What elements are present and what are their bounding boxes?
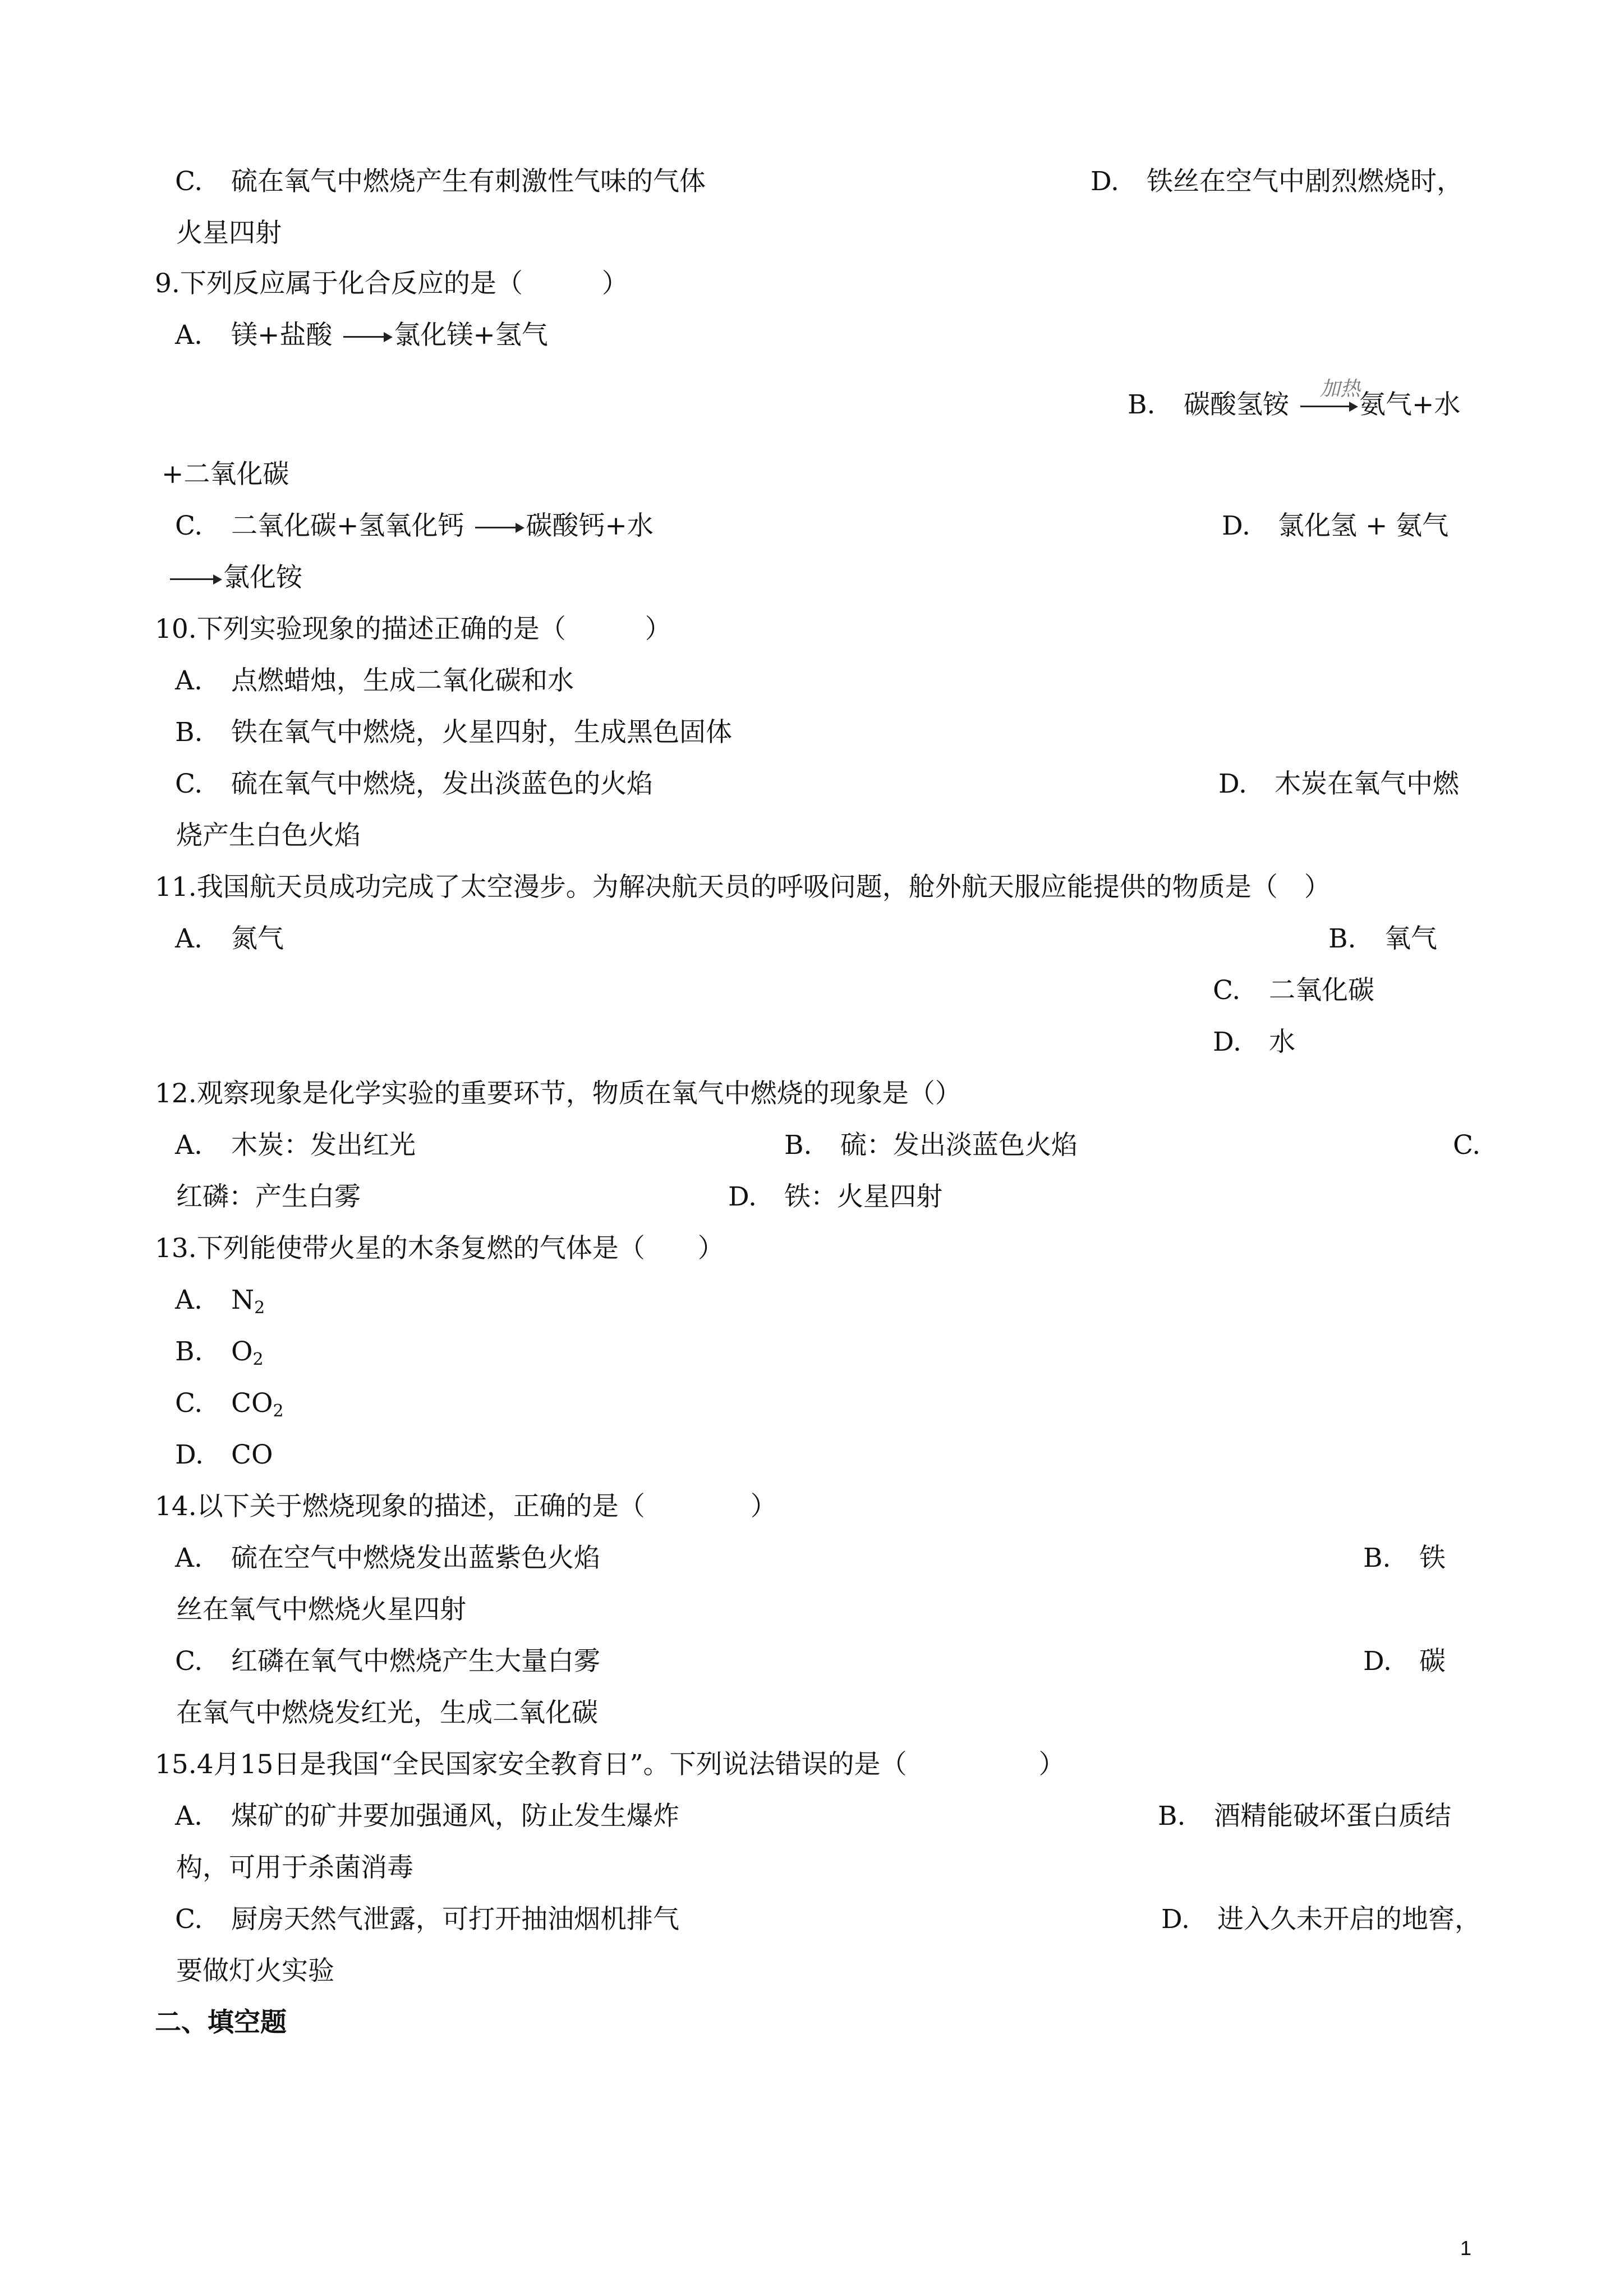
option-label: C.: [175, 510, 203, 541]
reaction-arrow-icon: [472, 518, 526, 535]
option-text: 红磷在氧气中燃烧产生大量白雾: [231, 1646, 600, 1677]
option-label: D.: [728, 1181, 757, 1212]
option-label: B.: [1363, 1543, 1391, 1573]
option-label: D.: [1218, 769, 1247, 799]
option-label: C.: [175, 166, 203, 197]
option-label: B.: [784, 1130, 812, 1161]
q10-stem: 10.下列实验现象的描述正确的是（ ）: [155, 614, 671, 645]
formula: CO: [231, 1388, 273, 1419]
q15-stem: 15.4月15日是我国“全民国家安全教育日”。下列说法错误的是（ ）: [155, 1749, 1065, 1780]
page-number: 1: [1460, 2237, 1472, 2260]
q9-option-b-continuation: +二氧化碳: [162, 459, 289, 490]
subscript: 2: [273, 1401, 284, 1421]
option-text: 厨房天然气泄露，可打开抽油烟机排气: [231, 1904, 679, 1935]
q13-option-b: [175, 1336, 264, 1369]
q10-option-d-continuation: 烧产生白色火焰: [176, 820, 361, 851]
q12-option-b: [784, 1130, 1078, 1161]
option-text: 铁: [1419, 1543, 1446, 1573]
reaction-arrow-icon: [167, 569, 223, 586]
q10-option-b: [175, 719, 732, 746]
option-label: A.: [175, 1543, 203, 1573]
q12-stem: 12.观察现象是化学实验的重要环节，物质在氧气中燃烧的现象是（）: [155, 1078, 961, 1109]
q15-option-c: [175, 1904, 679, 1935]
option-text: 煤矿的矿井要加强通风，防止发生爆炸: [231, 1801, 679, 1832]
q8-option-c: [175, 168, 706, 195]
q15-option-a: [175, 1801, 679, 1832]
option-text: 铁：火星四射: [784, 1181, 942, 1212]
q14-option-b-continuation: 丝在氧气中燃烧火星四射: [176, 1594, 466, 1625]
option-label: B.: [175, 1336, 203, 1367]
option-label: D.: [175, 1439, 204, 1470]
option-label: A.: [175, 320, 203, 351]
option-text: 碳: [1419, 1646, 1446, 1677]
q15-option-d-continuation: 要做灯火实验: [176, 1955, 334, 1986]
option-label: B.: [1328, 923, 1356, 954]
q13-stem: 13.下列能使带火星的木条复燃的气体是（ ）: [155, 1233, 724, 1264]
option-text: 点燃蜡烛，生成二氧化碳和水: [231, 665, 574, 696]
reaction-arrow-icon: [1298, 397, 1359, 413]
q12-option-d: [728, 1181, 942, 1212]
option-label: C.: [175, 1904, 203, 1935]
option-label: D.: [1213, 1027, 1241, 1057]
option-label: A.: [175, 1285, 203, 1315]
subscript: 2: [252, 1350, 264, 1369]
q10-option-a: [175, 665, 574, 696]
option-text: 铁在氧气中燃烧，火星四射，生成黑色固体: [231, 717, 732, 748]
q13-option-d: [175, 1439, 273, 1470]
formula: N: [231, 1285, 255, 1315]
option-products: 氨气+水: [1359, 389, 1461, 420]
q11-option-d: [1213, 1029, 1295, 1055]
option-text: 木炭：发出红光: [231, 1130, 416, 1161]
q13-option-c: [175, 1388, 284, 1421]
q8-option-d-continuation: 火星四射: [176, 218, 282, 249]
q10-option-d: [1218, 771, 1459, 797]
option-label: A.: [175, 665, 203, 696]
option-text: 硫：发出淡蓝色火焰: [840, 1130, 1078, 1161]
q12-option-c-continuation: 红磷：产生白雾: [176, 1181, 361, 1212]
q15-option-d: [1161, 1904, 1481, 1935]
q9-stem: 9.下列反应属于化合反应的是（ ）: [155, 268, 628, 299]
formula: O: [231, 1336, 253, 1367]
section-heading: 二、填空题: [155, 2007, 287, 2038]
option-products: 氯化铵: [223, 562, 302, 593]
q14-option-c: [175, 1646, 600, 1677]
option-products: 氯化镁+氢气: [394, 320, 548, 351]
q11-stem: 11.我国航天员成功完成了太空漫步。为解决航天员的呼吸问题，舱外航天服应能提供的物质是（ ）: [155, 872, 1331, 903]
q9-option-c: [175, 510, 654, 541]
q15-option-b: [1158, 1801, 1451, 1832]
option-text: 酒精能破坏蛋白质结: [1214, 1801, 1451, 1832]
option-label: A.: [175, 1130, 203, 1161]
q10-option-c: [175, 771, 653, 797]
option-label: C.: [175, 1646, 203, 1677]
option-text: 氮气: [231, 923, 284, 954]
option-label: C.: [175, 1388, 203, 1419]
option-label: A.: [175, 1801, 203, 1832]
option-products: 碳酸钙+水: [526, 510, 654, 541]
option-text: 硫在空气中燃烧发出蓝紫色火焰: [231, 1543, 600, 1573]
option-label: B.: [1158, 1801, 1186, 1832]
q14-option-a: [175, 1545, 600, 1571]
option-reactants: 二氧化碳+氢氧化钙: [231, 510, 473, 541]
q15-option-b-continuation: 构，可用于杀菌消毒: [176, 1852, 413, 1883]
option-label: A.: [175, 923, 203, 954]
formula: CO: [231, 1439, 273, 1470]
option-label: D.: [1222, 510, 1250, 541]
option-text: 二氧化碳: [1269, 975, 1374, 1006]
q12-option-a: [175, 1130, 416, 1161]
option-label: D.: [1161, 1904, 1190, 1935]
q11-option-a: [175, 923, 284, 954]
option-text: 硫在氧气中燃烧，发出淡蓝色的火焰: [231, 769, 653, 799]
option-text: 氧气: [1384, 923, 1437, 954]
option-label: C.: [175, 769, 203, 799]
q9-option-d-continuation: [167, 564, 302, 591]
q13-option-a: [175, 1285, 265, 1318]
heating-condition-label: 加热: [1320, 378, 1361, 401]
q8-option-d: [1091, 168, 1463, 195]
q14-option-d-continuation: 在氧气中燃烧发红光，生成二氧化碳: [176, 1697, 598, 1728]
option-label: B.: [1128, 389, 1156, 420]
q14-option-b: [1363, 1545, 1446, 1571]
option-label: C.: [1213, 975, 1241, 1006]
q14-option-d: [1363, 1646, 1446, 1677]
q9-option-a: [175, 320, 548, 351]
option-reactants: 碳酸氢铵: [1184, 389, 1298, 420]
option-reactants: 镁+盐酸: [231, 320, 341, 351]
option-text: 木炭在氧气中燃: [1275, 769, 1459, 799]
q14-stem: 14.以下关于燃烧现象的描述，正确的是（ ）: [155, 1491, 777, 1522]
option-reactants: 氯化氢 + 氨气: [1278, 510, 1449, 541]
option-text: 硫在氧气中燃烧产生有刺激性气味的气体: [231, 166, 706, 197]
option-label: B.: [175, 717, 203, 748]
option-text: 进入久未开启的地窖，: [1217, 1904, 1481, 1935]
q11-option-c: [1213, 977, 1374, 1004]
option-label: D.: [1091, 166, 1119, 197]
q9-option-d: [1222, 510, 1449, 541]
q11-option-b: [1328, 923, 1437, 954]
reaction-arrow-icon: [341, 327, 394, 344]
q12-option-c-label: C.: [1453, 1130, 1481, 1161]
option-text: 水: [1269, 1027, 1295, 1057]
option-text: 铁丝在空气中剧烈燃烧时，: [1147, 166, 1463, 197]
subscript: 2: [254, 1298, 265, 1318]
option-label: D.: [1363, 1646, 1392, 1677]
